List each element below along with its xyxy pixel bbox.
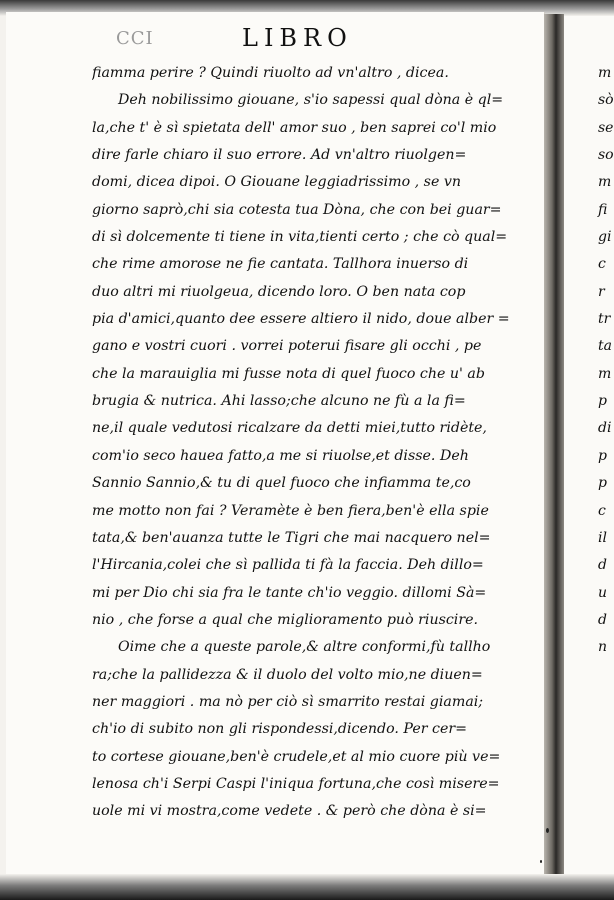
text-line: Sannio Sannio,& tu di quel fuoco che infiamma te,co: [92, 475, 471, 492]
text-line: la,che t' è sì spietata dell' amor suo , ben saprei co'l mio: [92, 119, 497, 136]
fragment: p: [598, 393, 607, 410]
fragment: m: [598, 365, 612, 382]
fragment: p: [598, 447, 607, 464]
text-line: ner maggiori . ma nò per ciò sì smarrito restai giamai;: [92, 693, 484, 710]
text-line: fiamma perire ? Quindi riuolto ad vn'altro , dicea.: [92, 65, 449, 81]
fragment: fi: [598, 201, 608, 218]
fragment: m: [598, 65, 612, 81]
text-line: giorno saprò,chi sia cotesta tua Dòna, che con bei guar=: [92, 201, 502, 218]
text-line: uole mi vi mostra,come vedete . & però che dòna è si=: [92, 803, 487, 820]
fragment: gi: [598, 229, 612, 246]
text-line: pia d'amici,quanto dee essere altiero il nido, doue alber =: [92, 311, 510, 328]
fragment: m: [598, 174, 612, 191]
fragment: c: [598, 502, 606, 519]
book-gutter: [544, 14, 564, 874]
text-line: che la marauiglia mi fusse nota di quel fuoco che u' ab: [92, 365, 485, 382]
text-line: tata,& ben'auanza tutte le Tigri che mai nacquero nel=: [92, 529, 491, 546]
text-line: ch'io di subito non gli rispondessi,dicendo. Per cer=: [92, 721, 468, 738]
fragment: se: [598, 119, 614, 136]
ink-speck: [540, 860, 542, 863]
fragment: c: [598, 256, 606, 273]
text-line: dire farle chiaro il suo errore. Ad vn'altro riuolgen=: [92, 147, 467, 164]
fragment: il: [598, 529, 607, 546]
text-line: l'Hircania,colei che sì pallida ti fà la faccia. Deh dillo=: [92, 557, 484, 574]
fragment: p: [598, 475, 607, 492]
bottom-edge-shadow: [0, 874, 614, 900]
fragment: di: [598, 420, 612, 437]
text-line: di sì dolcemente ti tiene in vita,tienti certo ; che cò qual=: [92, 229, 508, 246]
right-page-fragments: [598, 60, 614, 662]
text-line: to cortese giouane,ben'è crudele,et al mio cuore più ve=: [92, 748, 501, 765]
text-line: ne,il quale vedutosi ricalzare da detti miei,tutto ridète,: [92, 420, 487, 437]
text-line: com'io seco hauea fatto,a me si riuolse,et disse. Deh: [92, 447, 469, 464]
text-line: brugia & nutrica. Ahi lasso;che alcuno ne fù a la fi=: [92, 393, 466, 410]
fragment: u: [598, 584, 608, 601]
fragment: d: [598, 557, 607, 574]
text-line: Deh nobilissimo giouane, s'io sapessi qual dòna è ql=: [118, 92, 504, 109]
fragment: d: [598, 611, 607, 628]
ink-speck: [546, 828, 549, 833]
page-folio: CCI: [116, 28, 154, 49]
text-line: Oime che a queste parole,& altre conformi,fù tallho: [118, 639, 491, 656]
text-line: nio , che forse a qual che miglioramento può riuscire.: [92, 611, 479, 628]
text-line: che rime amorose ne fie cantata. Tallhora inuerso di: [92, 256, 469, 273]
fragment: sò: [598, 92, 614, 109]
text-line: gano e vostri cuori . vorrei poterui fisare gli occhi , pe: [92, 338, 482, 355]
text-line: me motto non fai ? Veramète è ben fiera,ben'è ella spie: [92, 502, 489, 519]
running-head: LIBRO: [242, 24, 353, 52]
fragment: n: [598, 639, 608, 656]
fragment: tr: [598, 311, 611, 328]
text-line: duo altri mi riuolgeua, dicendo loro. O ben nata cop: [92, 283, 466, 300]
text-line: lenosa ch'i Serpi Caspi l'iniqua fortuna,che così misere=: [92, 775, 500, 792]
body-text: [92, 60, 510, 826]
text-line: mi per Dio chi sia fra le tante ch'io veggio. dillomi Sà=: [92, 584, 487, 601]
fragment: r: [598, 283, 605, 300]
text-line: domi, dicea dipoi. O Giouane leggiadrissimo , se vn: [92, 174, 462, 191]
text-line: ra;che la pallidezza & il duolo del volto mio,ne diuen=: [92, 666, 483, 683]
fragment: ta: [598, 338, 612, 355]
fragment: so: [598, 147, 614, 164]
